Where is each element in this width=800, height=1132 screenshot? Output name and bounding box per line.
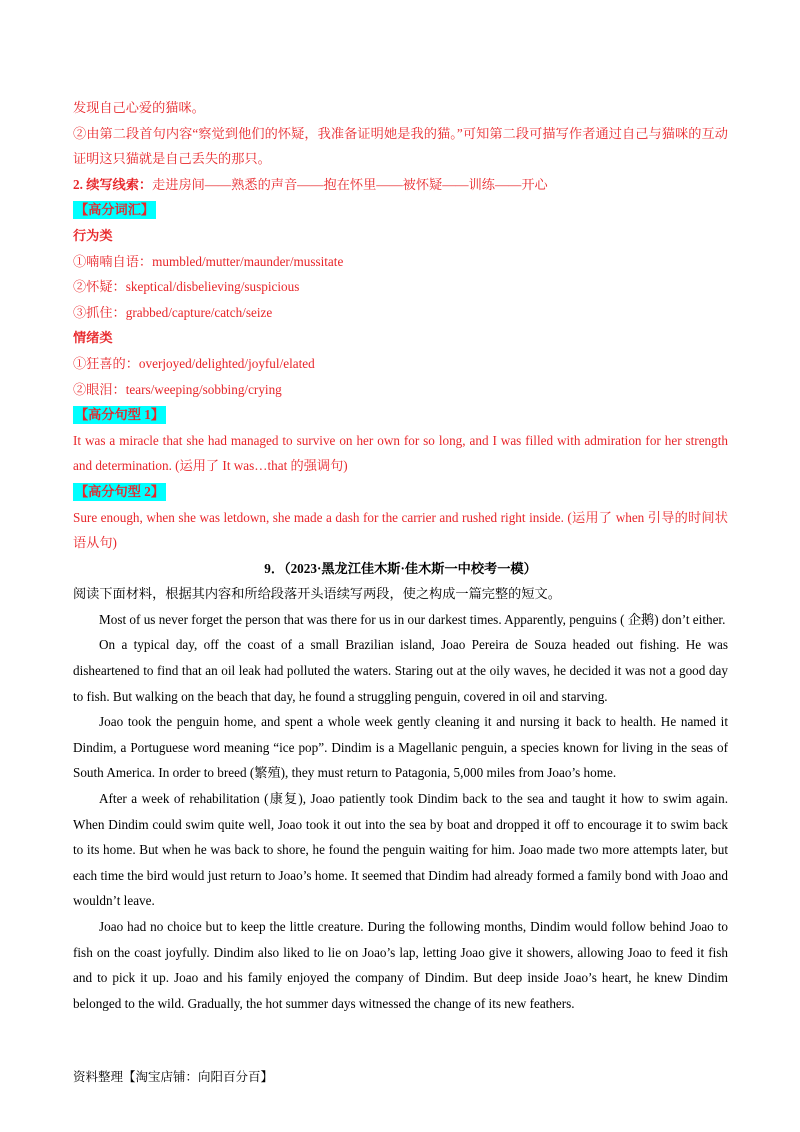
question-title: 9．（2023·黑龙江佳木斯·佳木斯一中校考一模）: [264, 560, 537, 576]
vocab-tag: 【高分词汇】: [75, 202, 155, 218]
analysis-paragraph: ②由第二段首句内容“察觉到他们的怀疑，我准备证明她是我的猫。”可知第二段可描写作者通过自己与猫咪的互动证明这只猫就是自己丢失的那只。: [73, 125, 728, 167]
sentence-tag-line: [73, 479, 728, 505]
sentence-tag-1: 【高分句型 1】: [75, 407, 165, 423]
vocab-item: ②眼泪：tears/weeping/sobbing/crying: [73, 381, 282, 397]
vocab-item: ③抓住：grabbed/capture/catch/seize: [73, 304, 273, 320]
vocab-tag-line: [73, 197, 728, 223]
clue-label: 2. 续写线索：: [73, 176, 153, 192]
sentence-pattern-2: Sure enough, when she was letdown, she made a dash for the carrier and rushed right inside. (运用了 when 引导的时间状语从句): [73, 509, 728, 551]
category-title: 情绪类: [73, 330, 113, 346]
passage-paragraph: Joao had no choice but to keep the little creature. During the following months, Dindim would follow behind Joao to fish on the coast joyfully. Dindim also liked to lie on Joao’s lap, letting Joao give it showers, allowing Joao to feed it fish and to pick it up. Joao and his family enjoyed the company of Dindim. But deep inside Joao’s heart, he knew Dindim belonged to the wild. Gradually, the hot summer days witnessed the change of its new feathers.: [73, 919, 728, 1011]
passage-paragraph: Joao took the penguin home, and spent a whole week gently cleaning it and nursing it back to health. He named it Dindim, a Portuguese word meaning “ice pop”. Dindim is a Magellanic penguin, a species known for living in the seas of South America. In order to breed (繁殖), they must return to Patagonia, 5,000 miles from Joao’s home.: [73, 714, 728, 781]
continuation-clue: [73, 172, 728, 198]
document-body: [73, 95, 728, 1016]
sentence-pattern-1: It was a miracle that she had managed to survive on her own for so long, and I was filled with admiration for her strength and determination. (运用了 It was…that 的强调句): [73, 432, 728, 474]
clue-text: 走进房间——熟悉的声音——抱在怀里——被怀疑——训练——开心: [152, 176, 548, 192]
question-instruction: 阅读下面材料，根据其内容和所给段落开头语续写两段，使之构成一篇完整的短文。: [73, 586, 561, 602]
passage-paragraph: On a typical day, off the coast of a small Brazilian island, Joao Pereira de Souza headed out fishing. He was disheartened to find that an oil leak had polluted the waters. Staring out at the oily waves, he decided it was not a good day to fish. But walking on the beach that day, he found a struggling penguin, covered in oil and starving.: [73, 637, 728, 704]
passage-paragraph: After a week of rehabilitation (康复), Joao patiently took Dindim back to the sea and taught it how to swim again. When Dindim could swim quite well, Joao took it out into the sea by boat and dropped it off to encourage it to swim back to its home. But when he was back to shore, he found the penguin waiting for him. Joao made two more attempts later, but each time the bird would just return to Joao’s home. It seemed that Dindim had already formed a family bond with Joao and wouldn’t leave.: [73, 791, 728, 909]
text-line: 发现自己心爱的猫咪。: [73, 100, 205, 115]
vocab-item: ①狂喜的：overjoyed/delighted/joyful/elated: [73, 355, 315, 371]
category-title: 行为类: [73, 227, 113, 243]
passage-paragraph: Most of us never forget the person that was there for us in our darkest times. Apparently, penguins ( 企鹅) don’t either.: [99, 611, 726, 627]
vocab-item: ②怀疑：skeptical/disbelieving/suspicious: [73, 279, 300, 295]
sentence-tag-line: [73, 402, 728, 428]
vocab-item: ①喃喃自语：mumbled/mutter/maunder/mussitate: [73, 253, 344, 269]
sentence-tag-2: 【高分句型 2】: [75, 483, 165, 499]
page-footer: 资料整理【淘宝店铺：向阳百分百】: [73, 1069, 274, 1084]
